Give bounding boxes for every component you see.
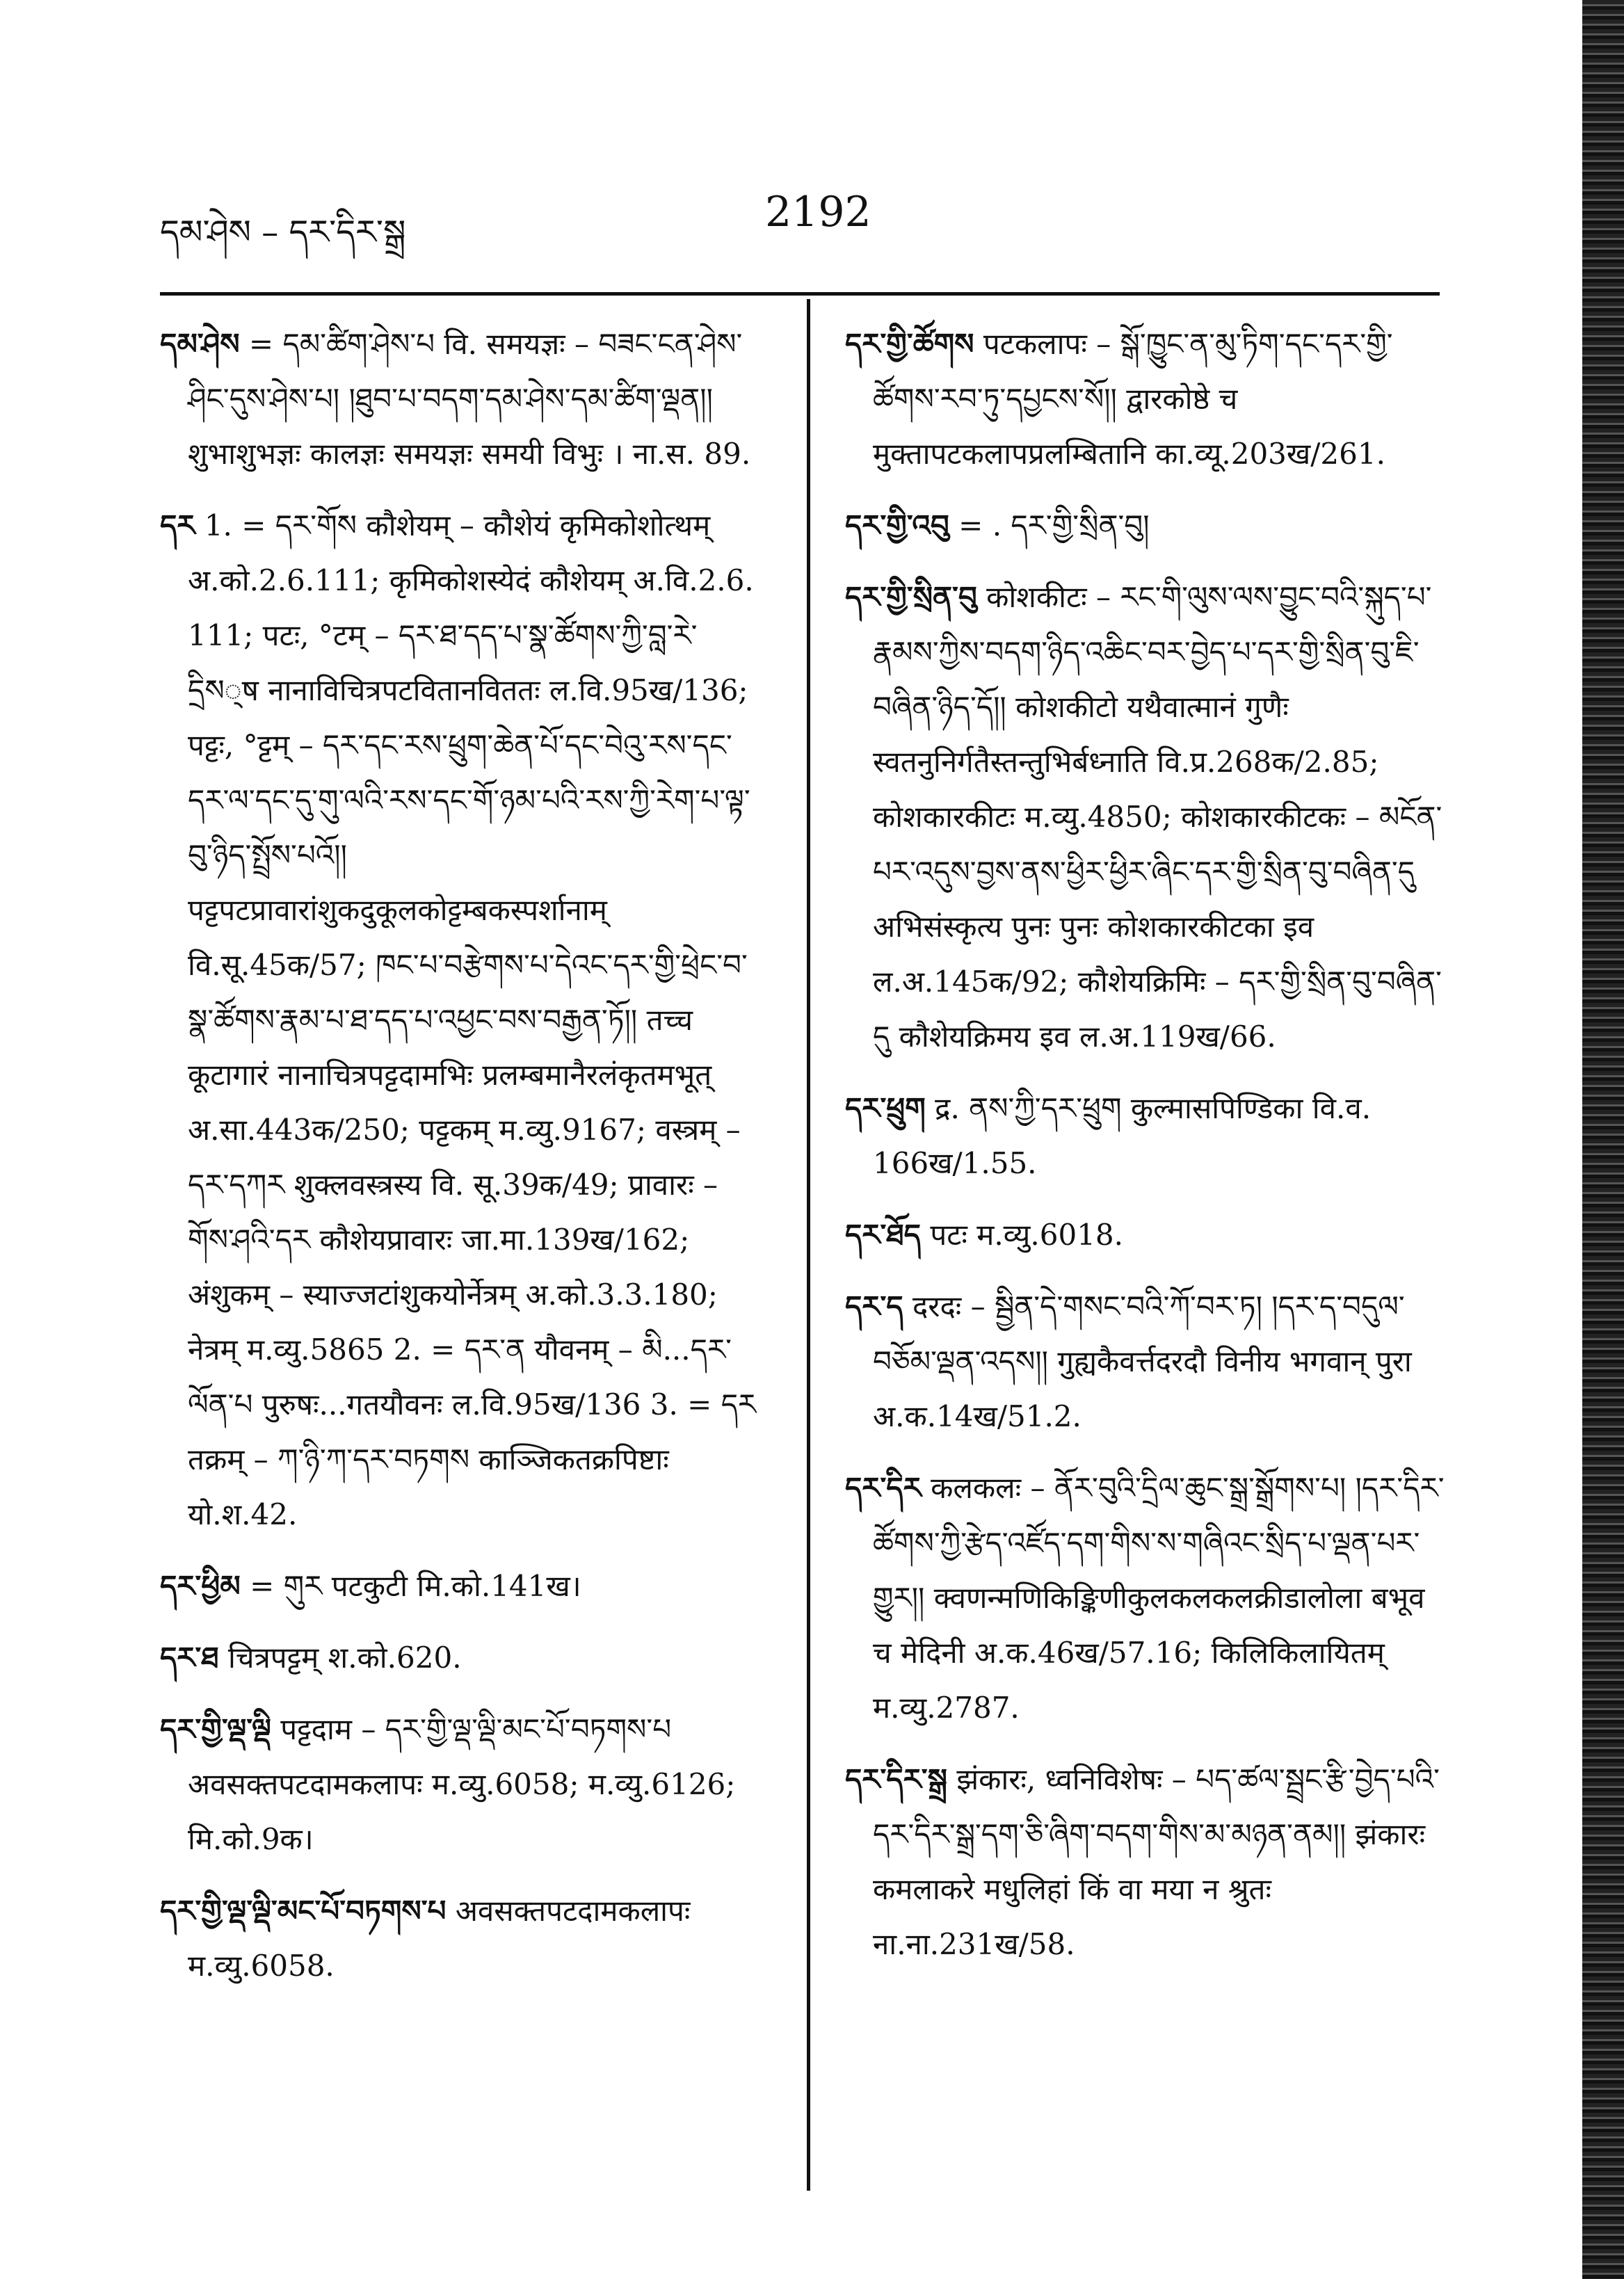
dictionary-entry <box>845 1460 1450 1735</box>
entry-headword: དམ་ཤེས <box>160 327 240 361</box>
entry-body: = གུར पटकुटी मि.को.141ख। <box>240 1569 581 1603</box>
dictionary-entry <box>160 498 765 1542</box>
header-rule <box>160 292 1440 296</box>
column-divider <box>807 299 810 2191</box>
entry-headword: དར་ད <box>845 1289 903 1323</box>
entry-body: दरदः – སྦྱིན་དེ་གསང་བའི་ཀོ་བར་ཏ། །དར་ད་བདུལ་བཅོམ་ལྡན་འདས།། गुह्यकैवर्त्तदरदौ विनीय भगवान् पुरा अ.क.14ख/51.2. <box>873 1289 1412 1433</box>
entry-headword: དར <box>160 508 195 542</box>
dictionary-entry <box>845 570 1450 1064</box>
entry-body: कलकलः – ནོར་བུའི་དྲིལ་ཆུང་སྒྲ་སྒྲོགས་པ། །དར་དིར་ཚོགས་ཀྱི་རྩེད་འཛོད་དག་གིས་ས་གཞིའང་སྲིད་པ་ལྡན་པར་གྱུར།། क्वणन्मणिकिङ्किणीकुलकलकलक्रीडालोला बभूव च मेदिनी अ.क.46ख/57.16; किलिकिलायितम् म.व्यु.2787. <box>873 1471 1445 1725</box>
dictionary-entry <box>845 1279 1450 1444</box>
dictionary-entry <box>160 316 765 481</box>
entry-body: चित्रपट्टम् श.को.620. <box>218 1641 462 1675</box>
scanned-page-edge <box>1582 0 1624 2279</box>
entry-headword: དར་དིར <box>845 1471 922 1505</box>
entry-body: कोशकीटः – རང་གི་ལུས་ལས་བྱུང་བའི་སྐུད་པ་རྣམས་ཀྱིས་བདག་ཉིད་འཆིང་བར་བྱེད་པ་དར་གྱི་སྲིན་བུ་ཇི་བཞིན་ཉིད་དོ།། कोशकीटो यथैवात्मानं गुणैः स्वतनुनिर्गतैस्तन्तुभिर्बध्नाति वि.प्र.268क/2.85; कोशकारकीटः म.व्यु.4850; कोशकारकीटकः – མངོན་པར་འདུས་བྱས་ནས་ཕྱིར་ཕྱིར་ཞིང་དར་གྱི་སྲིན་བུ་བཞིན་དུ अभिसंस्कृत्य पुनः पुनः कोशकारकीटका इव ल.अ.145क/92; कौशेयक्रिमिः – དར་གྱི་སྲིན་བུ་བཞིན་དུ कौशेयक्रिमय इव ल.अ.119ख/66. <box>873 580 1442 1054</box>
entry-body: = དམ་ཚིག་ཤེས་པ वि. समयज्ञः – བཟང་ངན་ཤེས་ཤིང་དུས་ཤེས་པ། །ཐུབ་པ་བདག་དམ་ཤེས་དམ་ཚིག་ལྡན།། शुभाशुभज्ञः कालज्ञः समयज्ञः समयी विभुः । ना.स. 89. <box>188 327 751 471</box>
entry-body: पटः म.व्यु.6018. <box>921 1218 1123 1252</box>
entry-body: = . དར་གྱི་སྲིན་བུ། <box>949 508 1150 542</box>
entry-body: अवसक्तपटदामकलापः म.व्यु.6058. <box>188 1894 691 1983</box>
dictionary-entry <box>160 1702 765 1867</box>
entry-headword: དར་གྱི་ལྡ་ལྡི <box>160 1712 271 1746</box>
entry-headword: དར་ཐ <box>160 1641 219 1675</box>
entry-body: पटकलापः – སྒོ་ཁྱུང་ན་མུ་ཏིག་དང་དར་གྱི་ཚོགས་རབ་ཏུ་དཔྱངས་སོ།། द्वारकोष्ठे च मुक्तापटकलापप्रलम्बितानि का.व्यू.203ख/261. <box>873 327 1393 471</box>
entry-headword: དར་དིར་སྒྲ <box>845 1762 947 1796</box>
entry-headword: དར་ཕྲུག <box>845 1091 926 1125</box>
entry-headword: དར་གྱི་ཚོགས <box>845 327 974 361</box>
entry-headword: དར་གྱི་ལྡ་ལྡི་མང་པོ་བཏགས་པ <box>160 1894 447 1928</box>
entry-headword: དར་ཕྱིམ <box>160 1569 241 1603</box>
dictionary-entry <box>845 1081 1450 1191</box>
dictionary-entry <box>845 1207 1450 1262</box>
entry-body: झंकारः, ध्वनिविशेषः – པད་ཚལ་སྦྲང་རྩི་བྱེད་པའི་དར་དིར་སྒྲ་དག་ཅི་ཞིག་བདག་གིས་མ་མཉན་ནམ།། झंकारः कमलाकरे मधुलिहां किं वा मया न श्रुतः ना.ना.231ख/58. <box>873 1762 1440 1961</box>
entry-headword: དར་གྱི་འབུ <box>845 508 949 542</box>
dictionary-entry <box>160 1883 765 1993</box>
entry-body: द्र. ནས་ཀྱི་དར་ཕྲུག कुल्मासपिण्डिका वि.व. 166ख/1.55. <box>873 1091 1372 1180</box>
entry-body: 1. = དར་གོས कौशेयम् – कौशेयं कृमिकोशोत्थम् अ.को.2.6.111; कृमिकोशस्येदं कौशेयम् अ.वि.2.6. 111; पटः, °टम् – དར་ཐ་དད་པ་སྣ་ཚོགས་ཀྱི་བླ་རེ་དྲིས्ष नानाविचित्रपटवितानविततः ल.वि.95ख/136; पट्टः, °ट्टम् – དར་དང་རས་ཕྲུག་ཆེན་པོ་དང་བེའུ་རས་དང་དར་ལ་དང་དུ་གུ་ལའི་རས་དང་གོ་ཉམ་པའི་རས་ཀྱི་རེག་པ་ལྟ་བུ་ཉིད་སྤྲོས་པའོ།། पट्टपटप्रावारांशुकदुकूलकोट्टम्बकस्पर्शानाम् वि.सू.45क/57; ཁང་པ་བརྩེགས་པ་དེའང་དར་གྱི་ཕྲེང་བ་སྣ་ཚོགས་རྣམ་པ་ཐ་དད་པ་འཕྱང་བས་བརྒྱན་ཏོ།། तच्च कूटागारं नानाचित्रपट्टदामभिः प्रलम्बमानैरलंकृतमभूत् अ.सा.443क/250; पट्टकम् म.व्यु.9167; वस्त्रम् – དར་དཀར शुक्लवस्त्रस्य वि. सू.39क/49; प्रावारः – གོས་ཤའི་དར कौशेयप्रावारः जा.मा.139ख/162; अंशुकम् – स्याज्जटांशुकयोर्नेत्रम् अ.को.3.3.180; नेत्रम् म.व्यु.5865 2. = དར་ན यौवनम् – མི...དར་ལོན་པ पुरुषः...गतयौवनः ल.वि.95ख/136 3. = དར तक्रम् – ཀ་ཉི་ཀ་དར་བཏགས काञ्जिकतक्रपिष्टाः यो.श.42. <box>188 508 757 1531</box>
left-column <box>160 316 765 2010</box>
dictionary-entry <box>160 1559 765 1613</box>
dictionary-entry <box>845 1752 1450 1972</box>
page-number: 2192 <box>765 188 871 236</box>
dictionary-entry <box>845 498 1450 553</box>
dictionary-entry <box>160 1630 765 1685</box>
dictionary-entry <box>845 316 1450 481</box>
entry-body: पट्टदाम – དར་གྱི་ལྡ་ལྡི་མང་པོ་བཏགས་པ अवसक्तपटदामकलापः म.व्यु.6058; म.व्यु.6126; मि.को.9क। <box>188 1712 736 1856</box>
running-header-title: དམ་ཤེས – དར་དིར་སྒྲ <box>160 213 406 252</box>
entry-headword: དར་ཐོད <box>845 1218 921 1252</box>
entry-headword: དར་གྱི་སྲིན་བུ <box>845 580 977 614</box>
page-header <box>160 174 1440 257</box>
right-column <box>845 316 1450 1988</box>
